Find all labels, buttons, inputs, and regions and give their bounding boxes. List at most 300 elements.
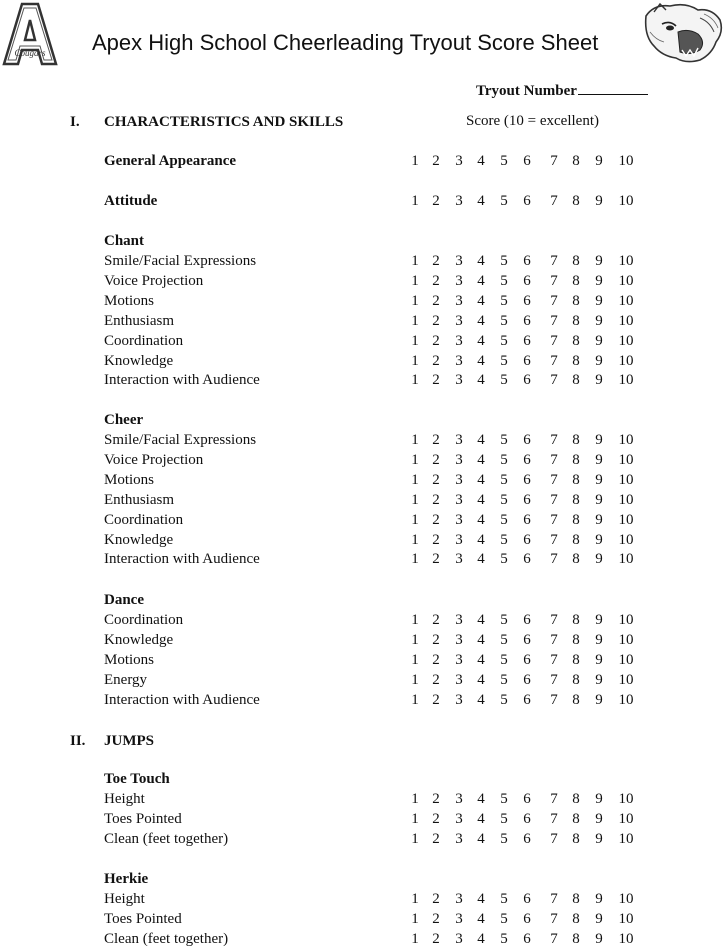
score-option: 3 [455, 313, 463, 329]
score-row [0, 811, 728, 831]
score-option: 7 [550, 791, 558, 807]
score-option: 5 [500, 791, 508, 807]
score-option: 9 [595, 492, 603, 508]
score-option: 6 [523, 492, 531, 508]
score-row [0, 353, 728, 373]
score-row [0, 153, 728, 173]
score-option: 6 [523, 532, 531, 548]
score-option: 1 [411, 692, 419, 708]
score-option: 4 [477, 692, 485, 708]
group-heading: Chant [104, 233, 145, 249]
score-option: 1 [411, 372, 419, 388]
score-option: 6 [523, 153, 531, 169]
score-option: 4 [477, 831, 485, 847]
score-option: 10 [618, 432, 634, 448]
score-option: 9 [595, 153, 603, 169]
score-row [0, 532, 728, 552]
score-option: 7 [550, 193, 558, 209]
score-option: 5 [500, 692, 508, 708]
score-option: 10 [618, 273, 634, 289]
score-option: 4 [477, 512, 485, 528]
score-option: 5 [500, 652, 508, 668]
score-option: 6 [523, 253, 531, 269]
score-option: 10 [618, 831, 634, 847]
score-option: 8 [572, 692, 580, 708]
criterion-label: Motions [104, 293, 155, 309]
score-option: 8 [572, 253, 580, 269]
score-option: 1 [411, 193, 419, 209]
score-option: 7 [550, 492, 558, 508]
score-option: 1 [411, 891, 419, 907]
score-option: 6 [523, 273, 531, 289]
score-option: 1 [411, 652, 419, 668]
criterion-label: Coordination [104, 333, 184, 349]
score-option: 8 [572, 333, 580, 349]
score-option: 4 [477, 432, 485, 448]
page-title: Apex High School Cheerleading Tryout Score Sheet [92, 30, 599, 55]
score-row [0, 891, 728, 911]
score-option: 2 [432, 193, 440, 209]
score-row [0, 313, 728, 333]
score-option: 2 [432, 353, 440, 369]
score-option: 3 [455, 911, 463, 927]
score-option: 8 [572, 931, 580, 947]
score-option: 9 [595, 831, 603, 847]
score-option: 2 [432, 532, 440, 548]
criterion-label: Knowledge [104, 632, 174, 648]
score-option: 4 [477, 612, 485, 628]
score-option: 6 [523, 193, 531, 209]
score-option: 3 [455, 692, 463, 708]
score-option: 5 [500, 472, 508, 488]
score-option: 2 [432, 652, 440, 668]
score-row [0, 831, 728, 851]
criterion-label: Clean (feet together) [104, 831, 229, 847]
score-option: 6 [523, 551, 531, 567]
score-option: 7 [550, 153, 558, 169]
score-option: 10 [618, 372, 634, 388]
score-row [0, 692, 728, 712]
score-option: 3 [455, 452, 463, 468]
score-option: 7 [550, 831, 558, 847]
score-option: 7 [550, 472, 558, 488]
score-option: 8 [572, 353, 580, 369]
criterion-label: General Appearance [104, 153, 237, 169]
score-option: 7 [550, 612, 558, 628]
score-option: 9 [595, 512, 603, 528]
score-option: 2 [432, 612, 440, 628]
score-option: 10 [618, 931, 634, 947]
score-option: 3 [455, 672, 463, 688]
criterion-label: Motions [104, 652, 155, 668]
score-option: 6 [523, 293, 531, 309]
score-option: 1 [411, 672, 419, 688]
score-option: 5 [500, 811, 508, 827]
score-option: 6 [523, 692, 531, 708]
score-option: 3 [455, 551, 463, 567]
score-option: 1 [411, 293, 419, 309]
score-option: 5 [500, 891, 508, 907]
score-option: 4 [477, 253, 485, 269]
score-option: 10 [618, 293, 634, 309]
score-option: 6 [523, 472, 531, 488]
score-option: 5 [500, 432, 508, 448]
score-option: 3 [455, 652, 463, 668]
score-option: 3 [455, 931, 463, 947]
score-row [0, 492, 728, 512]
score-option: 4 [477, 353, 485, 369]
score-option: 7 [550, 931, 558, 947]
criterion-label: Attitude [104, 193, 158, 209]
score-option: 6 [523, 831, 531, 847]
score-option: 1 [411, 273, 419, 289]
score-option: 4 [477, 551, 485, 567]
criterion-label: Enthusiasm [104, 492, 174, 508]
score-option: 9 [595, 672, 603, 688]
score-option: 5 [500, 313, 508, 329]
score-option: 9 [595, 472, 603, 488]
score-option: 8 [572, 153, 580, 169]
score-option: 5 [500, 532, 508, 548]
score-option: 8 [572, 472, 580, 488]
score-option: 2 [432, 452, 440, 468]
score-option: 2 [432, 472, 440, 488]
score-row [0, 551, 728, 571]
score-option: 5 [500, 911, 508, 927]
criterion-label: Toes Pointed [104, 811, 182, 827]
score-option: 5 [500, 931, 508, 947]
score-option: 10 [618, 551, 634, 567]
score-option: 1 [411, 472, 419, 488]
score-option: 9 [595, 253, 603, 269]
score-option: 8 [572, 532, 580, 548]
score-option: 4 [477, 811, 485, 827]
score-option: 2 [432, 931, 440, 947]
score-option: 7 [550, 313, 558, 329]
criterion-label: Voice Projection [104, 273, 204, 289]
criterion-label: Toes Pointed [104, 911, 182, 927]
score-option: 2 [432, 512, 440, 528]
score-row [0, 512, 728, 532]
score-option: 10 [618, 452, 634, 468]
score-option: 2 [432, 293, 440, 309]
score-option: 10 [618, 193, 634, 209]
score-option: 6 [523, 911, 531, 927]
score-option: 8 [572, 193, 580, 209]
group-heading: Toe Touch [104, 771, 170, 787]
score-option: 5 [500, 831, 508, 847]
score-option: 4 [477, 891, 485, 907]
score-option: 8 [572, 811, 580, 827]
score-option: 8 [572, 612, 580, 628]
score-option: 3 [455, 253, 463, 269]
score-option: 3 [455, 831, 463, 847]
score-option: 9 [595, 313, 603, 329]
score-option: 3 [455, 791, 463, 807]
score-option: 2 [432, 153, 440, 169]
score-option: 6 [523, 652, 531, 668]
score-option: 9 [595, 911, 603, 927]
score-option: 4 [477, 273, 485, 289]
score-option: 2 [432, 891, 440, 907]
score-option: 5 [500, 512, 508, 528]
score-option: 8 [572, 293, 580, 309]
score-option: 9 [595, 452, 603, 468]
score-option: 6 [523, 372, 531, 388]
score-option: 8 [572, 891, 580, 907]
score-option: 1 [411, 532, 419, 548]
score-option: 8 [572, 432, 580, 448]
score-option: 4 [477, 333, 485, 349]
score-option: 4 [477, 313, 485, 329]
score-option: 4 [477, 492, 485, 508]
score-option: 7 [550, 551, 558, 567]
score-option: 1 [411, 551, 419, 567]
score-option: 4 [477, 652, 485, 668]
score-option: 5 [500, 333, 508, 349]
score-option: 8 [572, 831, 580, 847]
score-option: 1 [411, 632, 419, 648]
score-option: 7 [550, 452, 558, 468]
score-option: 5 [500, 273, 508, 289]
score-option: 2 [432, 811, 440, 827]
score-option: 1 [411, 452, 419, 468]
score-header: Score (10 = excellent) [466, 113, 599, 129]
score-option: 10 [618, 692, 634, 708]
score-option: 6 [523, 612, 531, 628]
section-title: CHARACTERISTICS AND SKILLS [104, 114, 344, 130]
score-option: 7 [550, 532, 558, 548]
score-option: 3 [455, 353, 463, 369]
score-option: 9 [595, 193, 603, 209]
score-option: 1 [411, 492, 419, 508]
score-option: 2 [432, 432, 440, 448]
score-option: 8 [572, 313, 580, 329]
score-option: 3 [455, 492, 463, 508]
criterion-label: Height [104, 891, 145, 907]
score-option: 8 [572, 452, 580, 468]
score-option: 2 [432, 273, 440, 289]
score-option: 1 [411, 432, 419, 448]
score-option: 10 [618, 313, 634, 329]
score-option: 4 [477, 632, 485, 648]
section-number: II. [70, 733, 86, 749]
tryout-number-label: Tryout Number [476, 83, 577, 99]
score-option: 8 [572, 551, 580, 567]
score-option: 3 [455, 512, 463, 528]
score-option: 8 [572, 372, 580, 388]
criterion-label: Smile/Facial Expressions [104, 432, 257, 448]
score-option: 5 [500, 253, 508, 269]
score-option: 6 [523, 672, 531, 688]
group-heading: Herkie [104, 871, 149, 887]
score-option: 9 [595, 532, 603, 548]
score-option: 3 [455, 632, 463, 648]
score-option: 10 [618, 353, 634, 369]
score-option: 6 [523, 452, 531, 468]
score-option: 1 [411, 791, 419, 807]
score-option: 5 [500, 672, 508, 688]
score-option: 6 [523, 432, 531, 448]
score-option: 3 [455, 333, 463, 349]
score-option: 4 [477, 472, 485, 488]
score-option: 4 [477, 532, 485, 548]
score-option: 7 [550, 253, 558, 269]
criterion-label: Enthusiasm [104, 313, 174, 329]
score-option: 6 [523, 333, 531, 349]
score-option: 9 [595, 632, 603, 648]
criterion-label: Energy [104, 672, 148, 688]
score-option: 4 [477, 372, 485, 388]
score-option: 2 [432, 692, 440, 708]
score-option: 7 [550, 333, 558, 349]
score-option: 6 [523, 512, 531, 528]
score-option: 1 [411, 911, 419, 927]
score-option: 9 [595, 353, 603, 369]
score-option: 1 [411, 931, 419, 947]
score-option: 7 [550, 372, 558, 388]
score-option: 7 [550, 432, 558, 448]
score-option: 9 [595, 692, 603, 708]
score-option: 7 [550, 692, 558, 708]
score-option: 3 [455, 432, 463, 448]
score-option: 3 [455, 891, 463, 907]
score-option: 4 [477, 153, 485, 169]
score-option: 1 [411, 612, 419, 628]
score-option: 7 [550, 353, 558, 369]
group-heading: Cheer [104, 412, 144, 428]
score-option: 4 [477, 672, 485, 688]
score-option: 9 [595, 333, 603, 349]
score-option: 2 [432, 313, 440, 329]
score-option: 1 [411, 811, 419, 827]
score-option: 2 [432, 551, 440, 567]
score-row [0, 612, 728, 632]
score-option: 3 [455, 811, 463, 827]
criterion-label: Interaction with Audience [104, 551, 260, 567]
score-option: 7 [550, 891, 558, 907]
score-row [0, 193, 728, 213]
score-option: 10 [618, 791, 634, 807]
score-row [0, 791, 728, 811]
score-option: 1 [411, 313, 419, 329]
group-heading: Dance [104, 592, 144, 608]
score-option: 10 [618, 811, 634, 827]
score-option: 7 [550, 811, 558, 827]
score-row [0, 911, 728, 931]
score-option: 2 [432, 372, 440, 388]
score-option: 6 [523, 811, 531, 827]
score-option: 10 [618, 532, 634, 548]
score-row [0, 432, 728, 452]
criterion-label: Height [104, 791, 145, 807]
score-option: 5 [500, 452, 508, 468]
score-option: 3 [455, 472, 463, 488]
score-option: 6 [523, 632, 531, 648]
criterion-label: Coordination [104, 512, 184, 528]
score-option: 1 [411, 253, 419, 269]
score-option: 3 [455, 532, 463, 548]
score-option: 1 [411, 353, 419, 369]
section-number: I. [70, 114, 80, 130]
score-option: 9 [595, 811, 603, 827]
score-row [0, 672, 728, 692]
score-option: 7 [550, 911, 558, 927]
score-option: 7 [550, 293, 558, 309]
score-option: 6 [523, 353, 531, 369]
criterion-label: Knowledge [104, 532, 174, 548]
score-option: 6 [523, 791, 531, 807]
score-option: 8 [572, 672, 580, 688]
score-option: 3 [455, 293, 463, 309]
score-option: 1 [411, 831, 419, 847]
score-option: 9 [595, 891, 603, 907]
score-option: 1 [411, 333, 419, 349]
score-option: 2 [432, 253, 440, 269]
score-option: 8 [572, 512, 580, 528]
score-option: 8 [572, 791, 580, 807]
score-option: 5 [500, 492, 508, 508]
score-option: 9 [595, 652, 603, 668]
score-row [0, 472, 728, 492]
score-row [0, 372, 728, 392]
score-option: 4 [477, 911, 485, 927]
score-option: 10 [618, 472, 634, 488]
criterion-label: Smile/Facial Expressions [104, 253, 257, 269]
score-option: 9 [595, 372, 603, 388]
score-option: 2 [432, 333, 440, 349]
score-option: 4 [477, 193, 485, 209]
score-option: 9 [595, 432, 603, 448]
score-option: 2 [432, 911, 440, 927]
score-option: 6 [523, 931, 531, 947]
score-option: 9 [595, 551, 603, 567]
score-option: 9 [595, 293, 603, 309]
score-option: 5 [500, 612, 508, 628]
score-option: 3 [455, 612, 463, 628]
score-option: 5 [500, 193, 508, 209]
score-option: 10 [618, 512, 634, 528]
score-option: 10 [618, 253, 634, 269]
score-row [0, 632, 728, 652]
criterion-label: Motions [104, 472, 155, 488]
score-option: 9 [595, 931, 603, 947]
score-option: 10 [618, 652, 634, 668]
score-option: 4 [477, 791, 485, 807]
score-option: 8 [572, 492, 580, 508]
score-option: 10 [618, 911, 634, 927]
score-option: 4 [477, 452, 485, 468]
score-option: 3 [455, 372, 463, 388]
score-option: 2 [432, 672, 440, 688]
score-option: 7 [550, 512, 558, 528]
score-row [0, 652, 728, 672]
score-option: 6 [523, 891, 531, 907]
score-option: 8 [572, 632, 580, 648]
score-option: 9 [595, 791, 603, 807]
criterion-label: Clean (feet together) [104, 931, 229, 947]
score-option: 10 [618, 672, 634, 688]
score-option: 3 [455, 153, 463, 169]
svg-text:Cougars: Cougars [14, 48, 46, 58]
score-option: 7 [550, 652, 558, 668]
score-row [0, 452, 728, 472]
score-row [0, 293, 728, 313]
score-option: 9 [595, 612, 603, 628]
score-option: 3 [455, 193, 463, 209]
score-option: 10 [618, 492, 634, 508]
score-option: 10 [618, 891, 634, 907]
